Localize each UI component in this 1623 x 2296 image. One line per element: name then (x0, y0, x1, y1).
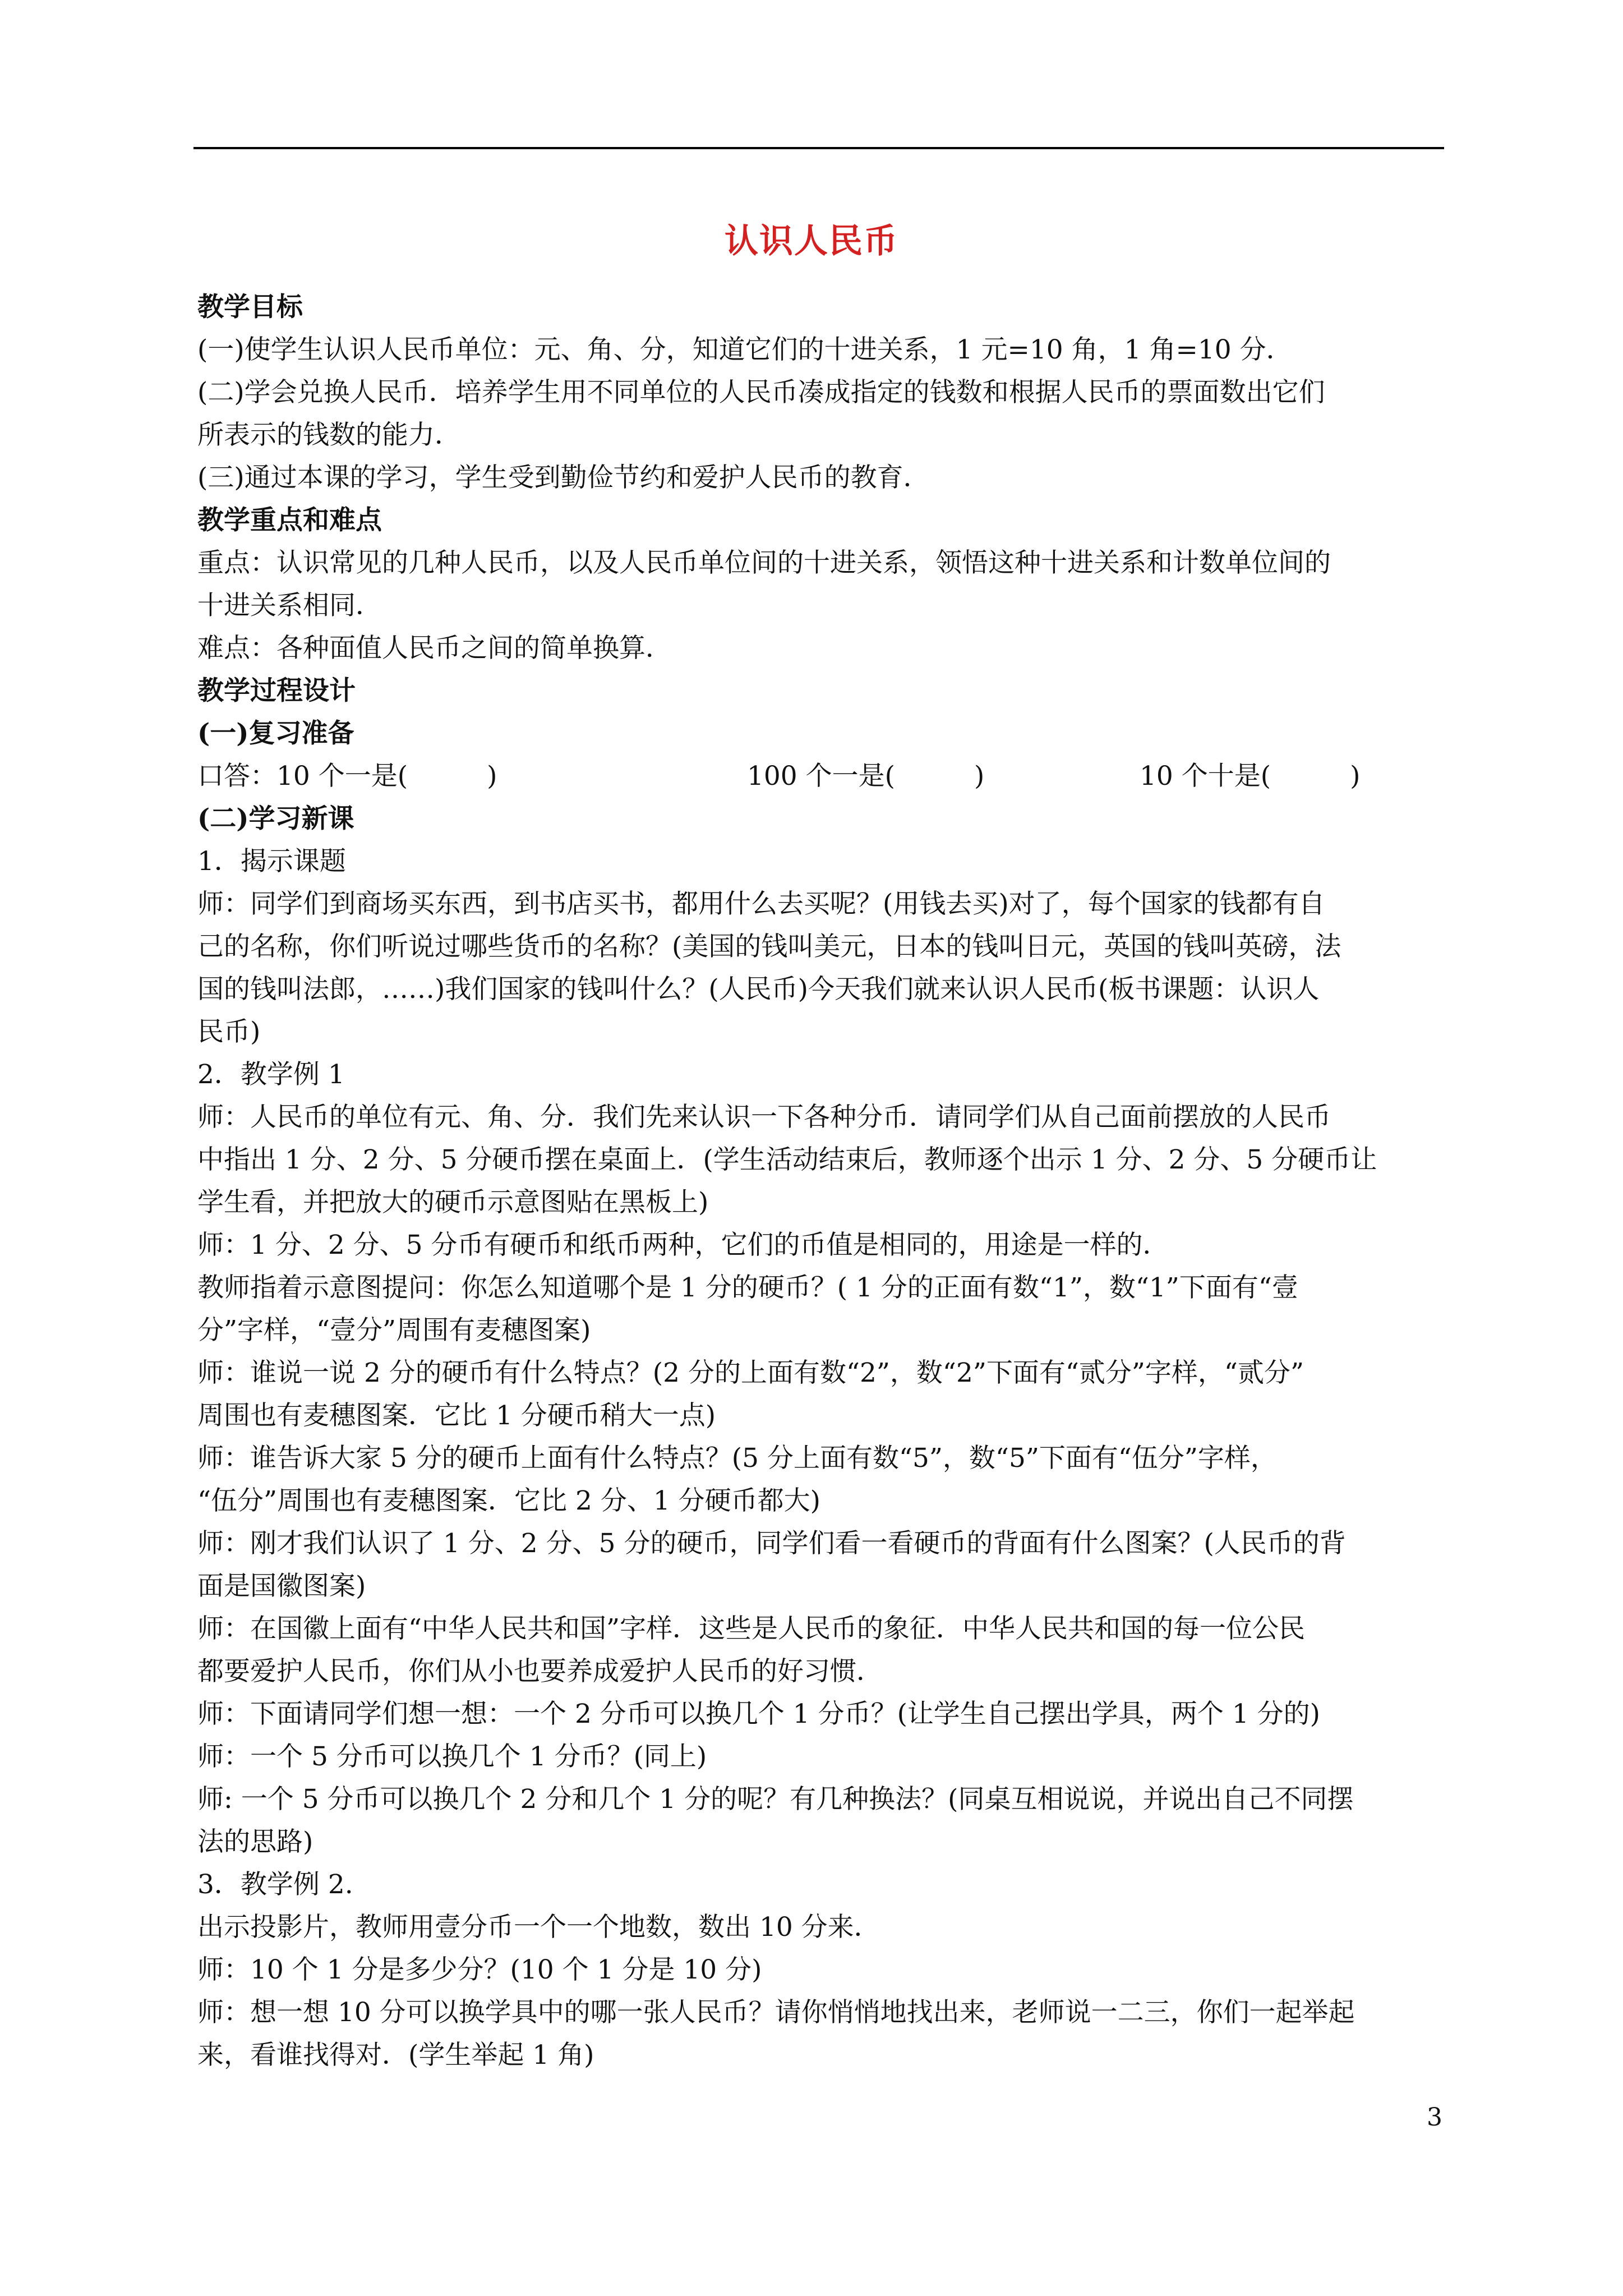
body-text-line: 国的钱叫法郎，……)我们国家的钱叫什么？(人民币)今天我们就来认识人民币(板书课题：认识人 (197, 974, 1320, 1005)
body-section-new-lesson (197, 798, 1454, 2077)
body-text-line: 师：同学们到商场买东西，到书店买书，都用什么去买呢？(用钱去买)对了，每个国家的钱都有自 (197, 889, 1325, 919)
body-text-line: 2．教学例 1 (197, 1059, 345, 1090)
oral-answer-row (197, 755, 1454, 798)
body-text-line: 师：想一想 10 分可以换学具中的哪一张人民币？请你悄悄地找出来，老师说一二三，你们一起举起 (197, 1997, 1355, 2028)
body-text-line: 师：1 分、2 分、5 分币有硬币和纸币两种，它们的币值是相同的，用途是一样的． (197, 1230, 1169, 1260)
section-heading: 教学目标 (197, 292, 303, 323)
document-title: 认识人民币 (725, 222, 898, 261)
document-body (197, 286, 1454, 2077)
body-text-line: 分”字样，“壹分”周围有麦穗图案) (197, 1315, 591, 1346)
body-text-line: (三)通过本课的学习，学生受到勤俭节约和爱护人民币的教育． (197, 462, 930, 493)
body-text-line: 中指出 1 分、2 分、5 分硬币摆在桌面上．(学生活动结束后，教师逐个出示 1 分、2 分、5 分硬币让 (197, 1144, 1377, 1175)
section-heading: 教学过程设计 (197, 675, 356, 706)
section-heading: (二)学习新课 (197, 803, 354, 834)
body-text-line: 民币) (197, 1016, 261, 1047)
oral-answer-item-1: 口答：10 个一是( ) (197, 761, 497, 792)
body-text-line: 师：下面请同学们想一想：一个 2 分币可以换几个 1 分币？(让学生自己摆出学具，两个 1 分的) (197, 1699, 1321, 1729)
body-text-line: 师：谁说一说 2 分的硬币有什么特点？(2 分的上面有数“2”，数“2”下面有“贰分”字样，“贰分” (197, 1358, 1304, 1388)
body-section-objectives (197, 286, 1454, 755)
body-text-line: 1．揭示课题 (197, 846, 346, 877)
body-text-line: 出示投影片，教师用壹分币一个一个地数，数出 10 分来． (197, 1912, 880, 1943)
header-rule (193, 147, 1444, 149)
body-text-line: (二)学会兑换人民币．培养学生用不同单位的人民币凑成指定的钱数和根据人民币的票面数出它们 (197, 377, 1325, 408)
body-text-line: 师：刚才我们认识了 1 分、2 分、5 分的硬币，同学们看一看硬币的背面有什么图案？(人民币的背 (197, 1528, 1346, 1559)
body-text-line: 所表示的钱数的能力． (197, 420, 461, 450)
body-text-line: 师：人民币的单位有元、角、分．我们先来认识一下各种分币．请同学们从自己面前摆放的人民币 (197, 1102, 1331, 1133)
body-text-line: 3．教学例 2. (197, 1869, 353, 1900)
body-text-line: 师: 一个 5 分币可以换几个 2 分和几个 1 分的呢？有几种换法？(同桌互相说说，并说出自己不同摆 (197, 1784, 1354, 1815)
body-text-line: 来，看谁找得对．(学生举起 1 角) (197, 2040, 594, 2070)
body-text-line: 周围也有麦穗图案．它比 1 分硬币稍大一点) (197, 1400, 716, 1431)
body-text-line: 师：谁告诉大家 5 分的硬币上面有什么特点？(5 分上面有数“5”，数“5”下面有“伍分”字样， (197, 1443, 1277, 1474)
body-text-line: (一)使学生认识人民币单位：元、角、分，知道它们的十进关系，1 元=10 角，1 角=10 分． (197, 334, 1293, 365)
body-text-line: 师：10 个 1 分是多少分？(10 个 1 分是 10 分) (197, 1954, 762, 1985)
body-text-line: 学生看，并把放大的硬币示意图贴在黑板上) (197, 1187, 709, 1218)
body-text-line: 难点：各种面值人民币之间的简单换算． (197, 633, 672, 664)
body-text-line: 师：在国徽上面有“中华人民共和国”字样．这些是人民币的象征．中华人民共和国的每一位公民 (197, 1613, 1306, 1644)
page-number: 3 (1427, 2103, 1442, 2132)
body-text-line: 法的思路) (197, 1826, 313, 1857)
body-text-line: 都要爱护人民币，你们从小也要养成爱护人民币的好习惯． (197, 1656, 883, 1687)
oral-answer-item-3: 10 个十是( ) (1140, 761, 1361, 792)
section-heading: 教学重点和难点 (197, 505, 382, 536)
body-text-line: 己的名称，你们听说过哪些货币的名称？(美国的钱叫美元，日本的钱叫日元，英国的钱叫英磅，法 (197, 931, 1341, 962)
body-text-line: “伍分”周围也有麦穗图案．它比 2 分、1 分硬币都大) (197, 1485, 821, 1516)
body-text-line: 十进关系相同． (197, 590, 382, 621)
body-text-line: 师：一个 5 分币可以换几个 1 分币？(同上) (197, 1741, 707, 1772)
body-text-line: 重点：认识常见的几种人民币，以及人民币单位间的十进关系，领悟这种十进关系和计数单位间的 (197, 547, 1331, 578)
section-heading: (一)复习准备 (197, 718, 354, 749)
oral-answer-item-2: 100 个一是( ) (747, 761, 985, 792)
body-text-line: 面是国徽图案) (197, 1571, 366, 1602)
body-text-line: 教师指着示意图提问：你怎么知道哪个是 1 分的硬币？( 1 分的正面有数“1”，数“1”下面有“壹 (197, 1272, 1298, 1303)
